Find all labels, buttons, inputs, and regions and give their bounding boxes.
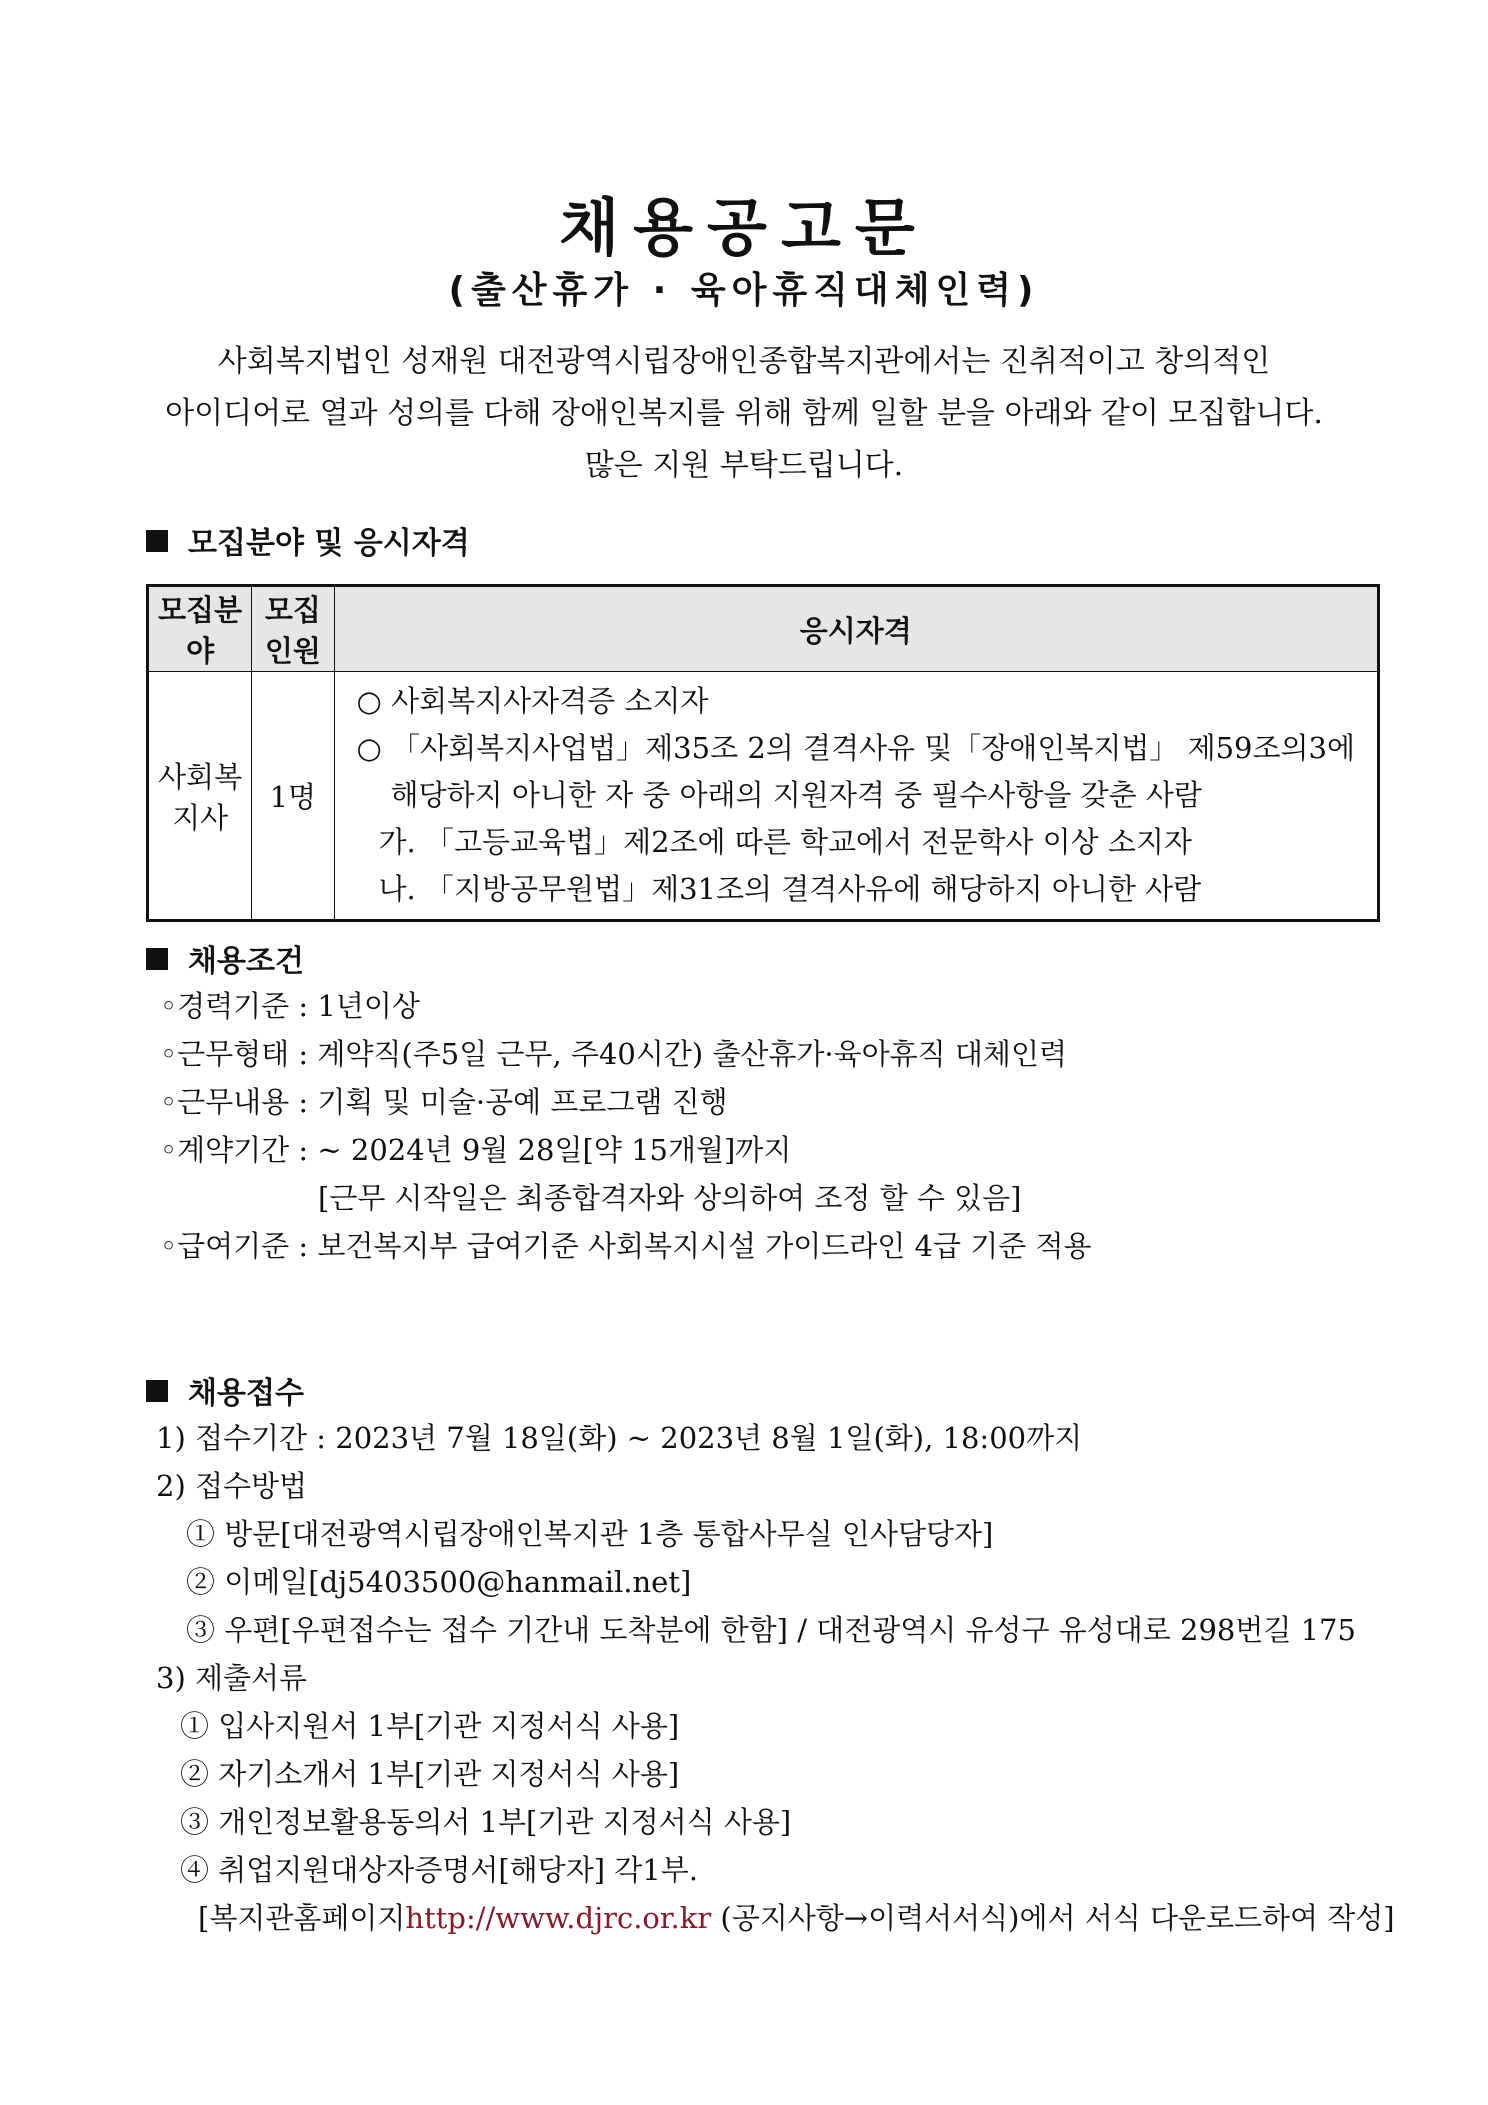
intro-line: 많은 지원 부탁드립니다. [584,448,904,483]
homepage-link[interactable]: http://www.djrc.or.kr [405,1901,712,1935]
header-qualification: 응시자격 [334,586,1378,672]
application-details [156,1414,1395,1942]
header-field: 모집분야 [148,586,252,672]
documents-title: 3) 제출서류 [156,1661,308,1695]
condition-line: ◦계약기간 : ~ 2024년 9월 28일[약 15개월]까지 [160,1133,792,1167]
document-item: ③ 개인정보활용동의서 1부[기관 지정서식 사용] [180,1805,792,1839]
page-subtitle: (출산휴가 · 육아휴직대체인력) [448,270,1040,311]
condition-line: ◦경력기준 : 1년이상 [160,989,420,1023]
condition-line: ◦급여기준 : 보건복지부 급여기준 사회복지시설 가이드라인 4급 기준 적용 [160,1229,1092,1263]
qualification-line: ○ 사회복지사자격증 소지자 [356,684,709,718]
note-prefix: [복지관홈페이지 [198,1901,406,1935]
square-bullet-icon [146,948,168,970]
square-bullet-icon [146,530,168,552]
square-bullet-icon [146,1380,168,1402]
table-row [148,672,1379,921]
document-item: ④ 취업지원대상자증명서[해당자] 각1부. [180,1853,698,1887]
qualification-line: 나. 「지방공무원법」제31조의 결격사유에 해당하지 아니한 사람 [378,872,1202,906]
section-heading-text: 채용조건 [188,944,304,979]
application-period: 1) 접수기간 : 2023년 7월 18일(화) ~ 2023년 8월 1일(화), 18:00까지 [156,1421,1083,1455]
application-method: ① 방문[대전광역시립장애인복지관 1층 통합사무실 인사담당자] [186,1517,994,1551]
application-method-title: 2) 접수방법 [156,1469,308,1503]
intro-line: 아이디어로 열과 성의를 다해 장애인복지를 위해 함께 일할 분을 아래와 같이 모집합니다. [165,396,1323,431]
homepage-note [156,1894,1395,1942]
application-method: ② 이메일[dj5403500@hanmail.net] [186,1565,692,1599]
section-heading-recruitment [146,518,470,562]
header-count: 모집인원 [252,586,334,672]
count-cell: 1명 [252,672,334,921]
qualification-line: 가. 「고등교육법」제2조에 따른 학교에서 전문학사 이상 소지자 [378,825,1192,859]
note-suffix: (공지사항→이력서서식)에서 서식 다운로드하여 작성] [711,1901,1395,1935]
conditions-list [160,982,1091,1270]
application-method: ③ 우편[우편접수는 접수 기간내 도착분에 한함] / 대전광역시 유성구 유성대로 298번길 175 [186,1613,1356,1647]
document-item: ① 입사지원서 1부[기관 지정서식 사용] [180,1709,680,1743]
intro-paragraph [120,336,1368,492]
section-heading-text: 모집분야 및 응시자격 [188,526,470,561]
section-heading-conditions [146,936,304,980]
qualification-line: 해당하지 아니한 자 중 아래의 지원자격 중 필수사항을 갖춘 사람 [390,778,1202,812]
condition-line: [근무 시작일은 최종합격자와 상의하여 조정 할 수 있음] [318,1181,1022,1215]
condition-line: ◦근무형태 : 계약직(주5일 근무, 주40시간) 출산휴가·육아휴직 대체인력 [160,1037,1067,1071]
section-heading-text: 채용접수 [188,1376,304,1411]
field-cell: 사회복지사 [148,672,252,921]
document-item: ② 자기소개서 1부[기관 지정서식 사용] [180,1757,680,1791]
recruitment-table [146,584,1380,922]
table-header-row [148,586,1379,672]
qualification-line: ○ 「사회복지사업법」제35조 2의 결격사유 및「장애인복지법」 제59조의3에 [356,731,1355,765]
section-heading-application [146,1368,304,1412]
qualification-cell [334,672,1378,921]
intro-line: 사회복지법인 성재원 대전광역시립장애인종합복지관에서는 진취적이고 창의적인 [217,344,1271,379]
condition-line: ◦근무내용 : 기획 및 미술·공예 프로그램 진행 [160,1085,728,1119]
page-title: 채용공고문 [559,191,929,264]
